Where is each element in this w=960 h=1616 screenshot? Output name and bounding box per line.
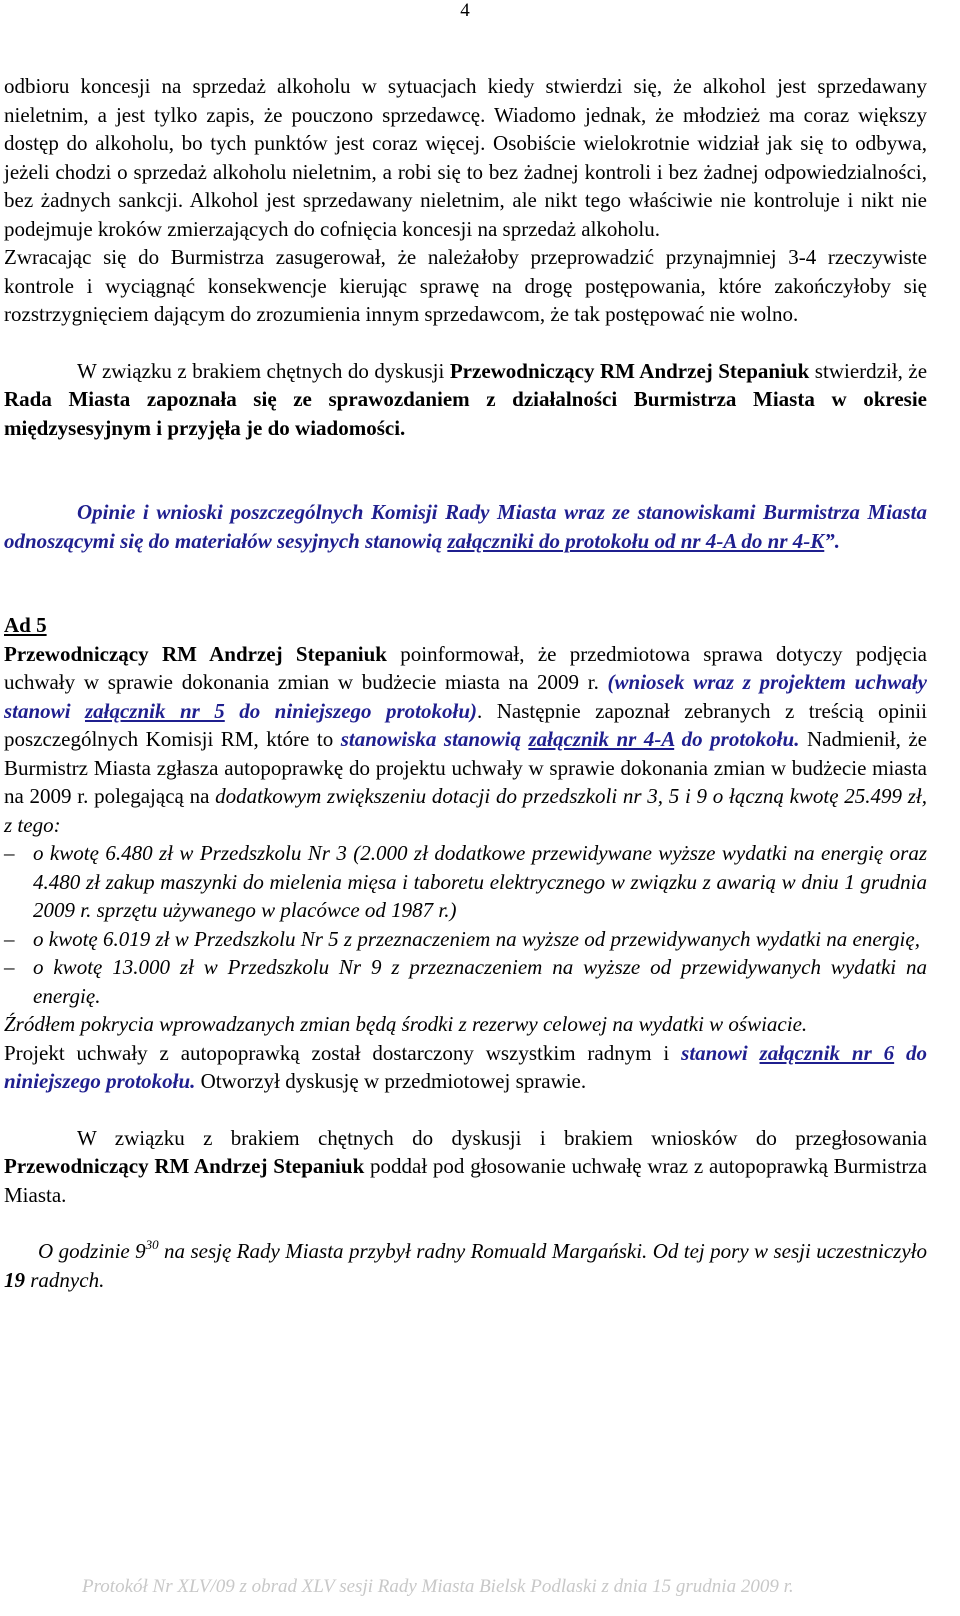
list-item: – o kwotę 6.019 zł w Przedszkolu Nr 5 z przeznaczeniem na wyższe od przewidywanych wydatki na energię, (4, 926, 920, 951)
paragraph-alcohol-sales: odbioru koncesji na sprzedaż alkoholu w sytuacjach kiedy stwierdzi się, że alkohol jest sprzedawany nieletnim, a jest tylko zapis, że pouczono sprzedawcę. Wiadomo jednak, że młodzież ma coraz większy dostęp do alkoholu, bo tych punktów jest coraz więcej. Osobiście wielokrotnie widział jak się to odbywa, jeżeli chodzi o sprzedaż alkoholu nieletnim, a robi się to bez żadnej kontroli i bez żadnej odpowiedzialności, bez żadnych sankcji. Alkohol jest sprzedawany nieletnim, ale nikt tego właściwie nie kontroluje i nikt nie podejmuje kroków zmierzających do cofnięcia koncesji na sprzedaż alkoholu. (4, 74, 927, 241)
amounts-list (4, 839, 927, 1010)
attachment-reference-4a-4k: załączniki do protokołu od nr 4-A do nr 4-K (447, 528, 825, 553)
document-body (4, 72, 927, 1294)
paragraph-councillor-arrival: O godzinie $9^{30}$ na sesję Rady Miasta przybył radny Romuald Margański. Od tej pory w sesji uczestniczyło 19 radnych. (4, 1237, 928, 1292)
section-heading-ad5: Ad 5 (4, 613, 47, 637)
paragraph-controls-suggestion: Zwracając się do Burmistrza zasugerował, że należałoby przeprowadzić przynajmniej 3-4 rzeczywiste kontrole i wyciągnąć konsekwencje kierując sprawę na drogę postępowania, które zakończyłoby się rozstrzygnięciem dającym do zrozumienia innym sprzedawcom, że tak postępować nie wolno. (4, 245, 927, 326)
paragraph-vote: W związku z brakiem chętnych do dyskusji i brakiem wniosków do przegłosowania Przewodniczący RM Andrzej Stepaniuk poddał pod głosowanie uchwałę wraz z autopoprawką Burmistrza Miasta. (4, 1125, 927, 1207)
paragraph-budget-changes: Przewodniczący RM Andrzej Stepaniuk poinformował, że przedmiotowa sprawa dotyczy podjęcia uchwały w sprawie dokonania zmian w budżecie miasta na 2009 r. (wniosek wraz z projektem uchwały stanowi załącznik nr 5 do niniejszego protokołu). Następnie zapoznał zebranych z treścią opinii poszczególnych Komisji RM, które to stanowiska stanowią załącznik nr 4-A do protokołu. Nadmienił, że Burmistrz Miasta zgłasza autopoprawkę do projektu uchwały w sprawie dokonania zmian w budżecie miasta na 2009 r. polegającą na dodatkowym zwiększeniu dotacji do przedszkoli nr 3, 5 i 9 o łączną kwotę 25.499 zł, z tego: (4, 641, 928, 837)
attachment-reference-4a: załącznik nr 4-A (528, 727, 675, 751)
page-footer: Protokół Nr XLV/09 z obrad XLV sesji Rady Miasta Bielsk Podlaski z dnia 15 grudnia 2009 r. (82, 1576, 794, 1597)
resolution-statement: Rada Miasta zapoznała się ze sprawozdaniem z działalności Burmistrza Miasta w okresie międzysesyjnym i przyjęła je do wiadomości. (4, 387, 927, 440)
paragraph-commission-opinions: Opinie i wnioski poszczególnych Komisji Rady Miasta wraz ze stanowiskami Burmistrza Miasta odnoszącymi się do materiałów sesyjnych stanowią załączniki do protokołu od nr 4-A do nr 4-K”. (4, 500, 927, 553)
list-item: – o kwotę 13.000 zł w Przedszkolu Nr 9 z przeznaczeniem na wyższe od przewidywanych wydatki na energię. (4, 955, 927, 1008)
paragraph-funding-source: Źródłem pokrycia wprowadzanych zmian będą środki z rezerwy celowej na wydatki w oświacie. (4, 1012, 808, 1036)
page-number: 4 (460, 0, 470, 21)
list-item: – o kwotę 6.480 zł w Przedszkolu Nr 3 (2.000 zł dodatkowe przewidywane wyższe wydatki na energię oraz 4.480 zł zakup maszynki do mielenia mięsa i taboretu elektrycznego w związku z awarią w dniu 1 grudnia 2009 r. sprzętu używanego w placówce od 1987 r.) (4, 841, 927, 922)
attachment-reference-5: załącznik nr 5 (84, 698, 225, 723)
chairman-name: Przewodniczący RM Andrzej Stepaniuk (449, 358, 810, 383)
chairman-name: Przewodniczący RM Andrzej Stepaniuk (4, 641, 387, 666)
chairman-name: Przewodniczący RM Andrzej Stepaniuk (4, 1154, 365, 1178)
paragraph-report-accepted: W związku z brakiem chętnych do dyskusji Przewodniczący RM Andrzej Stepaniuk stwierdził, że Rada Miasta zapoznała się ze sprawozdaniem z działalności Burmistrza Miasta w okresie międzysesyjnym i przyjęła je do wiadomości. (4, 358, 928, 440)
attachment-reference-6: załącznik nr 6 (759, 1040, 895, 1065)
paragraph-project-delivered: Projekt uchwały z autopoprawką został dostarczony wszystkim radnym i stanowi załącznik nr 6 do niniejszego protokołu. Otworzył dyskusję w przedmiotowej sprawie. (4, 1040, 928, 1093)
